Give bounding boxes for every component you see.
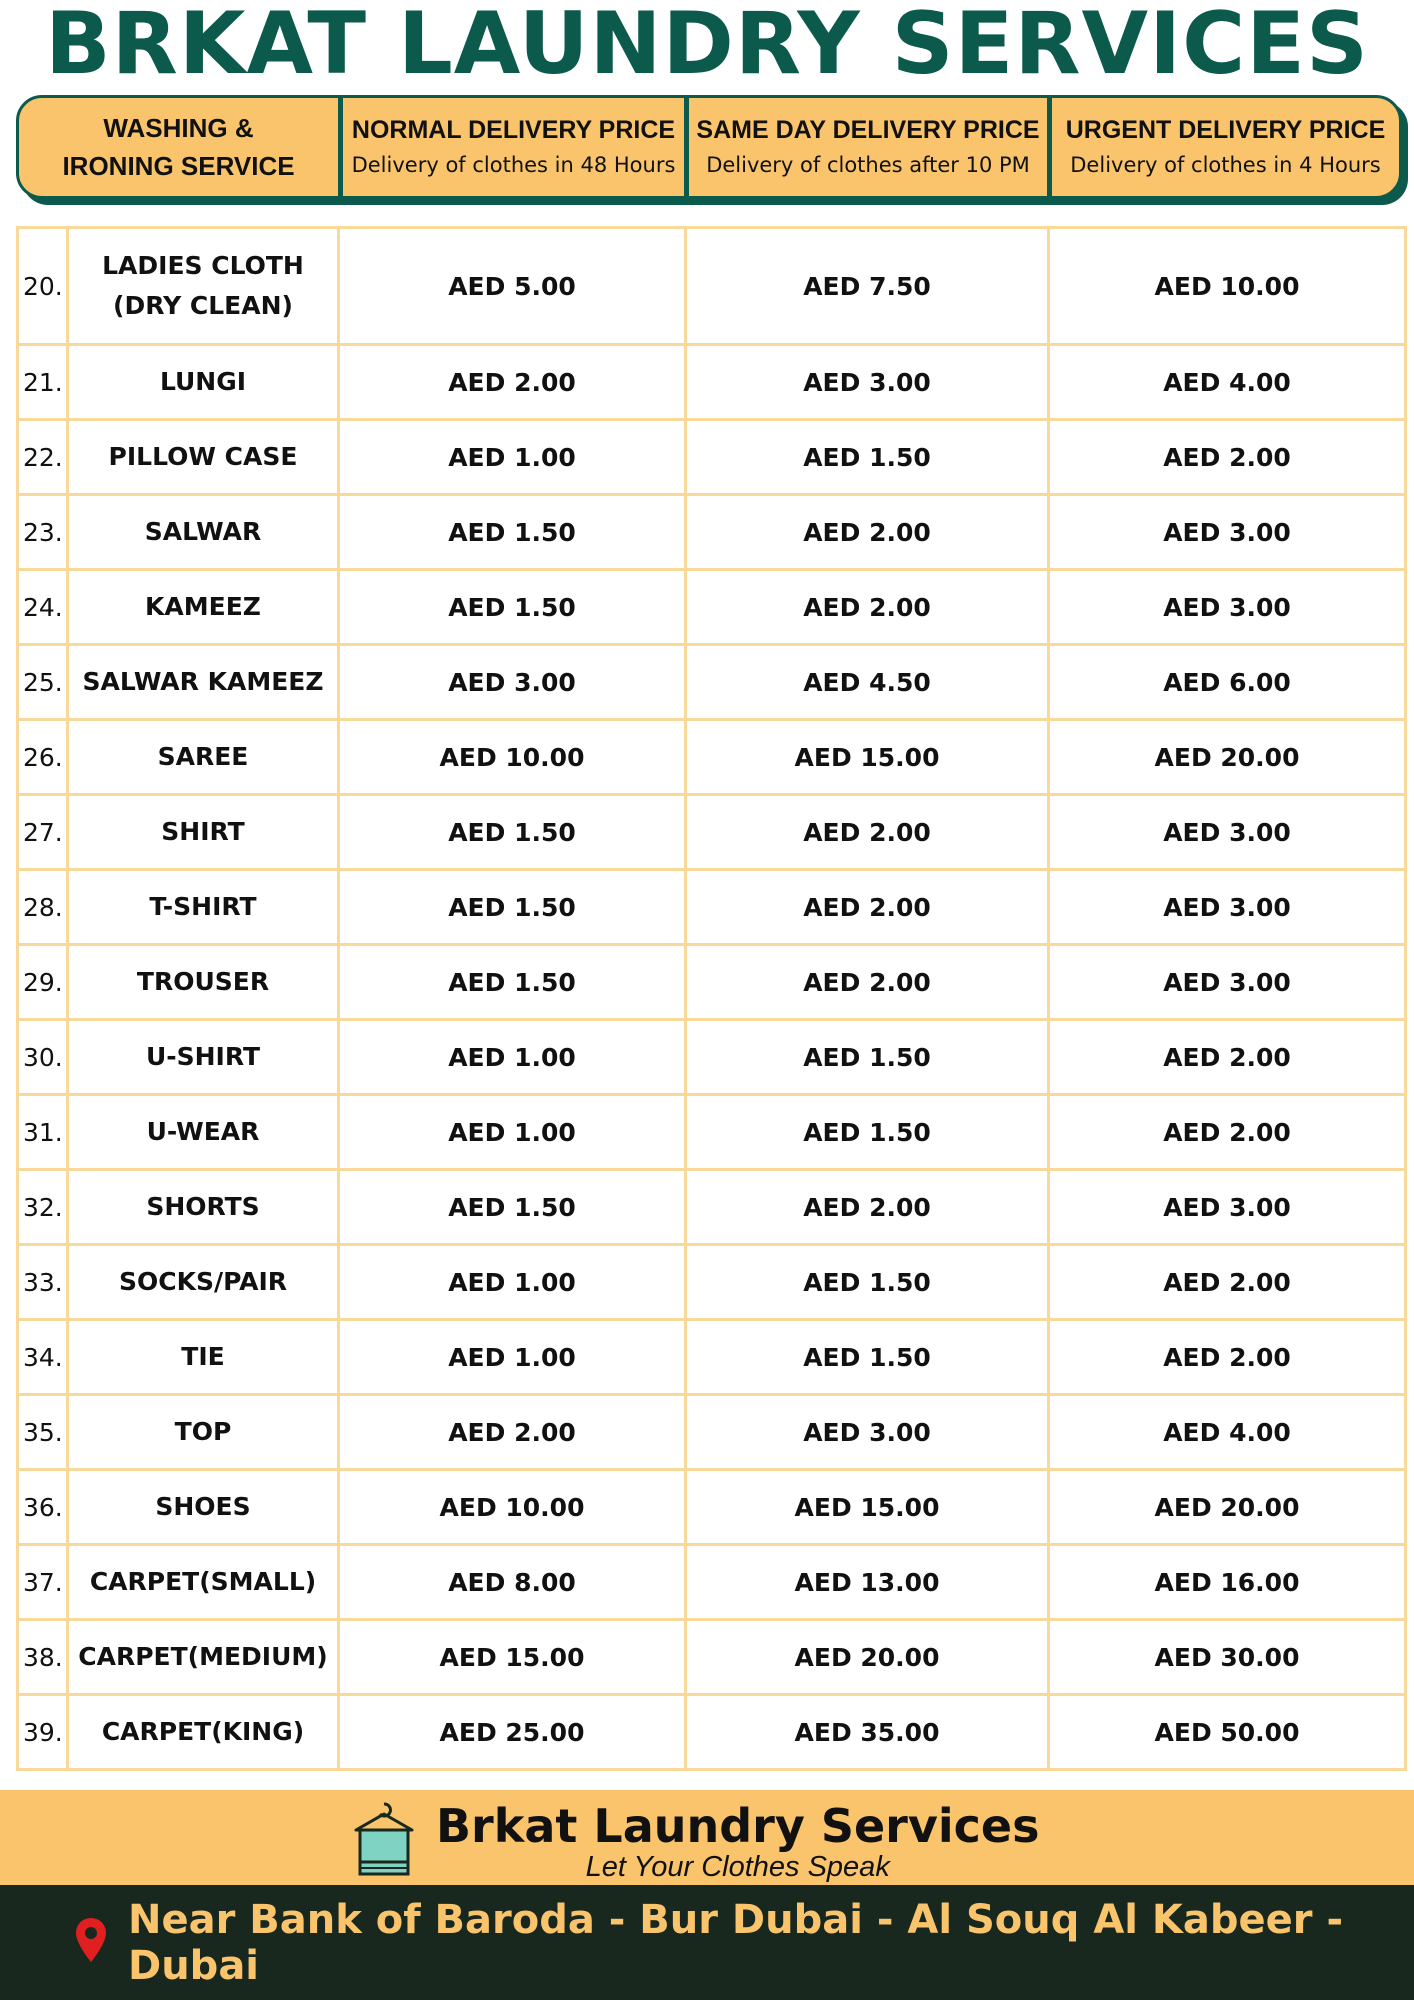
urgent-price: AED 2.00 xyxy=(1049,420,1406,495)
item-name xyxy=(68,645,339,720)
same-day-price: AED 15.00 xyxy=(686,720,1049,795)
table-row xyxy=(18,1395,1406,1470)
normal-price: AED 25.00 xyxy=(339,1695,686,1770)
normal-price: AED 1.50 xyxy=(339,570,686,645)
same-day-price: AED 13.00 xyxy=(686,1545,1049,1620)
table-row xyxy=(18,420,1406,495)
normal-price: AED 2.00 xyxy=(339,345,686,420)
normal-price: AED 1.00 xyxy=(339,420,686,495)
row-number: 23. xyxy=(18,495,68,570)
urgent-price: AED 20.00 xyxy=(1049,720,1406,795)
urgent-price: AED 2.00 xyxy=(1049,1020,1406,1095)
price-table-body xyxy=(18,228,1406,1770)
same-day-price: AED 1.50 xyxy=(686,1095,1049,1170)
same-day-price: AED 20.00 xyxy=(686,1620,1049,1695)
item-name-line: T-SHIRT xyxy=(149,892,257,921)
item-name-line: CARPET(KING) xyxy=(101,1717,305,1746)
row-number: 22. xyxy=(18,420,68,495)
item-name-line: SOCKS/PAIR xyxy=(118,1267,288,1296)
table-row xyxy=(18,1695,1406,1770)
urgent-price: AED 2.00 xyxy=(1049,1320,1406,1395)
item-name xyxy=(68,1170,339,1245)
same-day-price: AED 4.50 xyxy=(686,645,1049,720)
row-number: 34. xyxy=(18,1320,68,1395)
price-header xyxy=(16,95,1402,199)
item-name-line: SHIRT xyxy=(161,817,245,846)
normal-price: AED 10.00 xyxy=(339,1470,686,1545)
item-name xyxy=(68,720,339,795)
same-day-price: AED 3.00 xyxy=(686,1395,1049,1470)
same-day-price: AED 7.50 xyxy=(686,228,1049,345)
urgent-price: AED 10.00 xyxy=(1049,228,1406,345)
item-name xyxy=(68,1620,339,1695)
row-number: 29. xyxy=(18,945,68,1020)
item-name xyxy=(68,345,339,420)
row-number: 20. xyxy=(18,228,68,345)
item-name xyxy=(68,1395,339,1470)
header-normal-label: NORMAL DELIVERY PRICE xyxy=(351,116,676,144)
brand-text xyxy=(436,1798,1040,1883)
item-name-line: (DRY CLEAN) xyxy=(113,291,293,320)
item-name-line: CARPET(MEDIUM) xyxy=(78,1642,328,1671)
table-row xyxy=(18,570,1406,645)
header-same-day-sub: Delivery of clothes after 10 PM xyxy=(706,153,1030,177)
brand-name: Brkat Laundry Services xyxy=(436,1798,1040,1853)
row-number: 24. xyxy=(18,570,68,645)
row-number: 21. xyxy=(18,345,68,420)
item-name-line: LUNGI xyxy=(159,367,247,396)
normal-price: AED 1.50 xyxy=(339,945,686,1020)
normal-price: AED 1.00 xyxy=(339,1095,686,1170)
header-same-day-label: SAME DAY DELIVERY PRICE xyxy=(696,116,1040,144)
header-service xyxy=(19,98,338,196)
item-name-line: U-WEAR xyxy=(146,1117,260,1146)
same-day-price: AED 2.00 xyxy=(686,570,1049,645)
item-name xyxy=(68,420,339,495)
item-name-line: SHOES xyxy=(155,1492,251,1521)
header-urgent-label: URGENT DELIVERY PRICE xyxy=(1065,116,1386,144)
urgent-price: AED 30.00 xyxy=(1049,1620,1406,1695)
table-row xyxy=(18,870,1406,945)
row-number: 31. xyxy=(18,1095,68,1170)
header-service-line1: WASHING & xyxy=(103,113,254,143)
header-service-line2: IRONING SERVICE xyxy=(62,151,295,181)
brand-banner xyxy=(0,1790,1414,1885)
item-name xyxy=(68,228,339,345)
urgent-price: AED 3.00 xyxy=(1049,1170,1406,1245)
normal-price: AED 1.00 xyxy=(339,1020,686,1095)
header-same-day xyxy=(684,98,1047,196)
header-urgent xyxy=(1047,98,1399,196)
table-row xyxy=(18,795,1406,870)
table-row xyxy=(18,1170,1406,1245)
item-name-line: SAREE xyxy=(157,742,249,771)
same-day-price: AED 1.50 xyxy=(686,420,1049,495)
item-name-line: U-SHIRT xyxy=(145,1042,261,1071)
item-name xyxy=(68,1020,339,1095)
urgent-price: AED 50.00 xyxy=(1049,1695,1406,1770)
same-day-price: AED 2.00 xyxy=(686,795,1049,870)
table-row xyxy=(18,1020,1406,1095)
item-name-line: PILLOW CASE xyxy=(108,442,298,471)
same-day-price: AED 1.50 xyxy=(686,1245,1049,1320)
urgent-price: AED 16.00 xyxy=(1049,1545,1406,1620)
urgent-price: AED 4.00 xyxy=(1049,1395,1406,1470)
brand-tagline: Let Your Clothes Speak xyxy=(585,1850,890,1883)
row-number: 28. xyxy=(18,870,68,945)
page-title: BRKAT LAUNDRY SERVICES xyxy=(45,0,1369,94)
same-day-price: AED 1.50 xyxy=(686,1320,1049,1395)
normal-price: AED 2.00 xyxy=(339,1395,686,1470)
table-row xyxy=(18,228,1406,345)
item-name xyxy=(68,495,339,570)
table-row xyxy=(18,645,1406,720)
same-day-price: AED 2.00 xyxy=(686,495,1049,570)
item-name xyxy=(68,1095,339,1170)
normal-price: AED 5.00 xyxy=(339,228,686,345)
row-number: 39. xyxy=(18,1695,68,1770)
table-row xyxy=(18,345,1406,420)
normal-price: AED 1.00 xyxy=(339,1245,686,1320)
normal-price: AED 1.50 xyxy=(339,870,686,945)
urgent-price: AED 3.00 xyxy=(1049,870,1406,945)
table-row xyxy=(18,495,1406,570)
price-table xyxy=(16,226,1407,1771)
item-name xyxy=(68,945,339,1020)
header-normal-sub: Delivery of clothes in 48 Hours xyxy=(351,153,676,177)
row-number: 32. xyxy=(18,1170,68,1245)
item-name xyxy=(68,1695,339,1770)
normal-price: AED 10.00 xyxy=(339,720,686,795)
item-name-line: KAMEEZ xyxy=(145,592,261,621)
item-name xyxy=(68,1470,339,1545)
urgent-price: AED 2.00 xyxy=(1049,1095,1406,1170)
row-number: 25. xyxy=(18,645,68,720)
header-normal xyxy=(338,98,684,196)
item-name xyxy=(68,570,339,645)
item-name-line: LADIES CLOTH xyxy=(102,251,304,280)
table-row xyxy=(18,1545,1406,1620)
table-row xyxy=(18,720,1406,795)
row-number: 36. xyxy=(18,1470,68,1545)
row-number: 38. xyxy=(18,1620,68,1695)
normal-price: AED 3.00 xyxy=(339,645,686,720)
same-day-price: AED 35.00 xyxy=(686,1695,1049,1770)
table-row xyxy=(18,1095,1406,1170)
normal-price: AED 15.00 xyxy=(339,1620,686,1695)
table-row xyxy=(18,1470,1406,1545)
urgent-price: AED 4.00 xyxy=(1049,345,1406,420)
table-row xyxy=(18,1620,1406,1695)
urgent-price: AED 3.00 xyxy=(1049,570,1406,645)
item-name xyxy=(68,795,339,870)
address-bar xyxy=(0,1885,1414,2000)
row-number: 27. xyxy=(18,795,68,870)
normal-price: AED 8.00 xyxy=(339,1545,686,1620)
item-name-line: SALWAR KAMEEZ xyxy=(82,667,324,696)
row-number: 33. xyxy=(18,1245,68,1320)
normal-price: AED 1.50 xyxy=(339,495,686,570)
same-day-price: AED 1.50 xyxy=(686,1020,1049,1095)
item-name-line: SALWAR xyxy=(144,517,262,546)
item-name-line: TOP xyxy=(174,1417,232,1446)
normal-price: AED 1.50 xyxy=(339,795,686,870)
item-name-line: TIE xyxy=(181,1342,225,1371)
address-text: Near Bank of Baroda - Bur Dubai - Al Souq Al Kabeer - Dubai xyxy=(128,1896,1344,1989)
item-name-line: SHORTS xyxy=(146,1192,260,1221)
item-name-line: TROUSER xyxy=(136,967,270,996)
urgent-price: AED 20.00 xyxy=(1049,1470,1406,1545)
table-row xyxy=(18,945,1406,1020)
urgent-price: AED 3.00 xyxy=(1049,795,1406,870)
brand-block xyxy=(352,1800,1039,1883)
item-name xyxy=(68,870,339,945)
urgent-price: AED 3.00 xyxy=(1049,945,1406,1020)
same-day-price: AED 2.00 xyxy=(686,870,1049,945)
table-row xyxy=(18,1245,1406,1320)
row-number: 37. xyxy=(18,1545,68,1620)
same-day-price: AED 2.00 xyxy=(686,945,1049,1020)
urgent-price: AED 3.00 xyxy=(1049,495,1406,570)
same-day-price: AED 2.00 xyxy=(686,1170,1049,1245)
item-name xyxy=(68,1545,339,1620)
row-number: 30. xyxy=(18,1020,68,1095)
urgent-price: AED 6.00 xyxy=(1049,645,1406,720)
same-day-price: AED 3.00 xyxy=(686,345,1049,420)
normal-price: AED 1.00 xyxy=(339,1320,686,1395)
hanger-towel-icon xyxy=(352,1800,416,1883)
header-urgent-sub: Delivery of clothes in 4 Hours xyxy=(1070,153,1381,177)
item-name xyxy=(68,1320,339,1395)
normal-price: AED 1.50 xyxy=(339,1170,686,1245)
item-name-line: CARPET(SMALL) xyxy=(89,1567,317,1596)
row-number: 26. xyxy=(18,720,68,795)
same-day-price: AED 15.00 xyxy=(686,1470,1049,1545)
item-name xyxy=(68,1245,339,1320)
table-row xyxy=(18,1320,1406,1395)
urgent-price: AED 2.00 xyxy=(1049,1245,1406,1320)
map-pin-icon xyxy=(74,1916,108,1969)
row-number: 35. xyxy=(18,1395,68,1470)
